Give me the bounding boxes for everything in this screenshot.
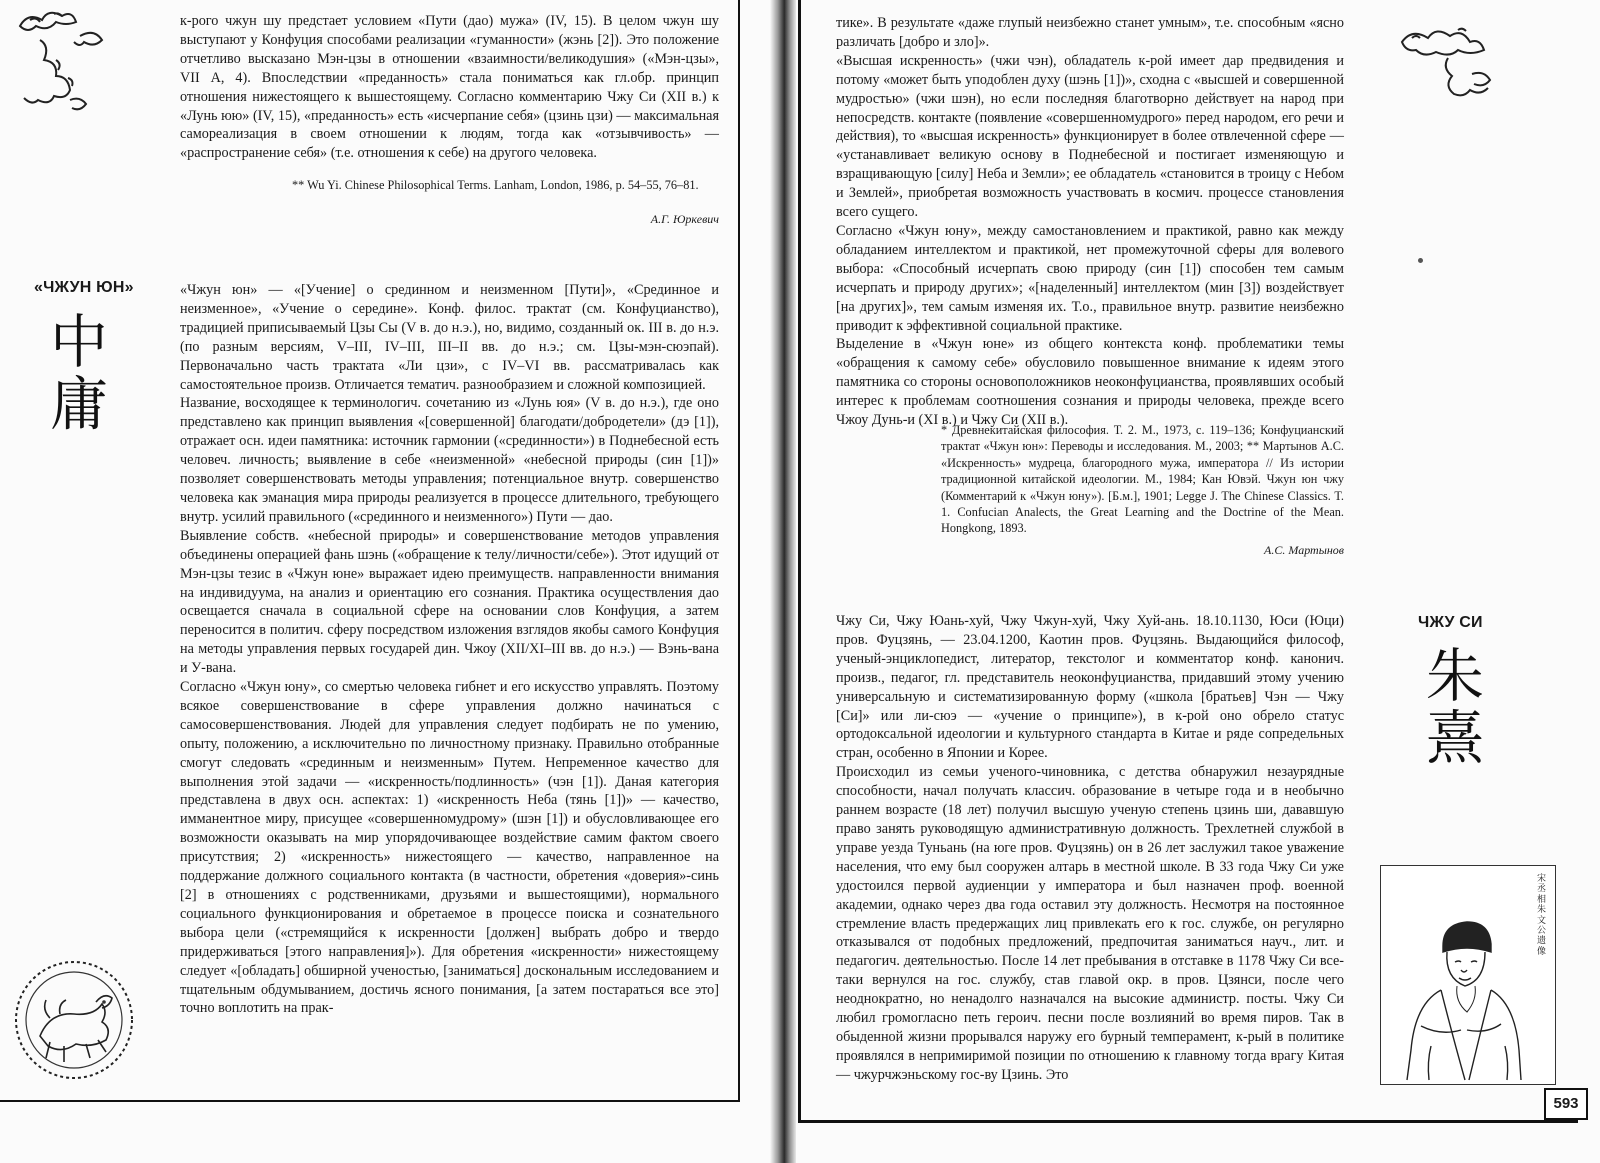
entry-headword: «ЧЖУН ЮН» [34,279,134,296]
entry-body-text [836,612,1344,1085]
left-page [0,0,770,1163]
left-margin-rule [798,0,801,1122]
headword-hanzi-1: 中 [50,308,109,376]
portrait-caption: 宋丞相朱文公遗像 [1537,874,1547,957]
author-signature: А.С. Мартынов [1264,543,1344,557]
cloud-ornament-icon [10,6,130,118]
text-paragraph: тике». В результате «даже глупый неизбежно станет умным», т.е. способным «ясно различать [добро и зло]». [836,15,1344,50]
text-paragraph: «Высшая искренность» (чжи чэн), обладатель к-рой имеет дар предвидения и потому «может быть уподоблен духу (шэнь [1])», сходна с «высшей и совершенной мудростью» (чжи шэн), но если последняя благотворно действует на народ при непосредств. контакте (появление «совершенномудрого» перед народом, его речи и действия), то «высшая искренность» функционирует в более отвлеченной сфере — «устанавливает великую основу в Поднебесной и постигает изменяющую и взращивающую [силу] Неба и Земли»; ее обладатель «становится в троицу с Небом и Землей», приобретая возможность участвовать в космич. процессе становления всего сущего. [836,52,1344,221]
margin-dot [1418,258,1423,263]
text-paragraph: Название, восходящее к терминологич. сочетанию из «Лунь юя» (V в. до н.э.), где оно представлено как принцип выявления «[совершенной] благодати/добродетели» (дэ [1]), отражает осн. идеи памятника: источник гармонии («срединности») в Поднебесной есть человеч. личность; выявление в себе «неизменной» «небесной природы (син [1])» позволяет совершенствовать методы управления; потенциальное внутр. совершенство человека как эманация мира природы реализуется в процессе длительного, требующего внутр. усилий правильного («срединного и неизменного») Пути — дао. [180,395,719,525]
text-paragraph: «Чжун юн» — «[Учение] о срединном и неизменном [Пути]», «Срединное и неизменное», «Учение о середине». Конф. филос. трактат (см. Конфуцианство), традицией приписываемый Цзы Сы (V в. до н.э.), но, видимо, созданный ок. III в. до н.э. (по разным версиям, V–III, IV–III, III–II вв. до н.э.; см. Цзы-мэн-сюэпай). Первоначально часть трактата «Ли цзи», с IV–VI вв. рассматривалась как самостоятельное произв. Отличается тематич. разнообразием и сложной композицией. [180,282,719,393]
text-paragraph: Чжу Си, Чжу Юань-хуй, Чжу Чжун-хуй, Чжу Хуй-ань. 18.10.1130, Юси (Юци) пров. Фуцзянь, — 23.04.1200, Каотин пров. Фуцзянь. Выдающийся философ, ученый-энциклопедист, литератор, текстолог и комментатор конф. канонич. произв., педагог, гл. представитель неоконфуцианства, придавший этому учению универсальную и систематизированную форму («школа [братьев] Чэн — Чжу [Си]» или ли-сюэ — «учение о принципе»), в к-рой оно обрело статус ортодоксальной идеологии и культурного стандарта в Китае и ряде сопредельных стран, особенно в Японии и Корее. [836,613,1344,762]
right-page [796,0,1600,1163]
portrait-frame [1380,865,1556,1085]
headword-hanzi-1: 朱 [1426,642,1485,710]
text-paragraph: к-рого чжун шу предстает условием «Пути (дао) мужа» (IV, 15). В целом чжун шу выступают у Конфуция способами реализации «гуманности» (жэнь [2]). Это положение отчетливо высказано Мэн-цзы в отношении «взаимности/великодушия» («Мэн-цзы», VII А, 4). Впоследствии «преданность» стала пониматься как гл.обр. принцип отношения нижестоящего к вышестоящему. Согласно комментарию Чжу Си (XII в.) к «Лунь юю» (IV, 15), «преданность» есть «исчерпание себя» (цзинь цзи) — максимальная самореализация в своем отношении к людям, тогда как «отзывчивость» — «распространение себя» (т.е. отношения к себе) на другого человека. [180,13,719,162]
page-number: 593 [1544,1088,1588,1120]
book-gutter [770,0,796,1163]
right-margin-rule [738,0,740,1102]
qilin-medallion-icon [10,958,138,1082]
text-paragraph: Выделение в «Чжун юне» из общего контекста конф. проблематики темы «обращения к самому себе» обусловило повышенное внимание к идеям этого памятника со стороны основоположников неоконфуцианства, проявлявших особый интерес к проблемам соотношения сознания и природы человека, прежде всего Чжоу Дунь-и (XI в.) и Чжу Си (XII в.). [836,336,1344,429]
text-paragraph: Выявление собств. «небесной природы» и совершенствование методов управления объединены операцией фань шэнь («обращение к телу/личности/себе»). Этот идущий от Мэн-цзы тезис в «Чжун юне» выражает идею преимуществ. направленности внимания на индивидуума, на анализ и ориентацию его сознания. Практика осуществления дао освещается сначала в социальной сфере на основании слов Конфуция, а затем переносится в политич. сферу посредством изложения взглядов якобы самого Конфуция на методы управления первых государей дин. Чжоу (XII/XI–III вв. до н.э.) — Вэнь-вана и У-вана. [180,527,719,677]
author-signature: А.Г. Юркевич [650,212,719,226]
footnote: ** Wu Yi. Chinese Philosophical Terms. Lanham, London, 1986, p. 54–55, 76–81. [292,178,699,192]
text-paragraph: Происходил из семьи ученого-чиновника, с детства обнаружил незаурядные способности, начал получать классич. образование в четыре года и в необычно раннем возрасте (18 лет) получил высшую ученую степень цзинь ши, дававшую право занять руководящую административную должность. Трехлетней службой в управе уезда Туньань (на юге пров. Фуцзянь) он в 26 лет заслужил такое уважение населения, что ему был сооружен алтарь в местной школе. В 33 года Чжу Си уже удостоился первой аудиенции у императора и был назначен проф. военной академии, однако через два года оставил эту должность. Несмотря на постоянное стремление власть предержащих лиц привлекать его к гос. службе, он регулярно отказывался от подобных предложений, предпочитая заниматься науч., лит. и педагогич. деятельностью. После 14 лет пребывания в отставке в 1178 Чжу Си все-таки вернулся на гос. службу, став главой окр. в пров. Цзянси, после чего неоднократно, но ненадолго назначался на высокие администр. посты. Чжу Си любил громогласно петь героич. песни после возлияний во время пиров. Так в обыденной жизни прорывался наружу его бурный темперамент, к-рый в политике проявлялся в непримиримой позиции по отношению к главному тогда врагу Китая — чжурчжэньскому гос-ву Цзинь. Это [836,764,1344,1083]
text-paragraph: Согласно «Чжун юну», со смертью человека гибнет и его искусство управлять. Поэтому всякое совершенствование в сфере управления должно начинаться с самосовершенствования. Людей для управления следует подбирать не по умению, опыту, положению, а исключительно по личностному признаку. Правильно отобранные смогут следовать «срединным и неизменным» Путем. Непременное качество для выполнения этой задачи — «искренность/подлинность» (чэн [1]). Даная категория представлена в двух осн. аспектах: 1) «искренность Неба (тянь [1])» — качество, имманентное миру, присущее «совершенномудрому» (шэн [1]) и обусловливающее его возможности оказывать на мир упорядочивающее воздействие самим фактом своего присутствия; 2) «искренность» нижестоящего — качество, направленное на поддержание должного социального контакта (в частности, обретения «доверия»-синь [2] в отношениях с родственниками, друзьями и вышестоящими), нормального социального функционирования и обретаемое в процессе поиска и сознательного выбора цели («стремящийся к искренности [должен] выбрать добро и твердо придерживаться [этого направления]»). Для обретения «искренности» нижестоящему следует «[обладать] обширной ученостью, [заниматься] доскональным исследованием и тщательным обдумыванием, достичь ясного понимания, [а затем постараться все это] точно воплотить на прак- [180,679,719,1017]
headword-hanzi-2: 庸 [50,370,109,438]
continued-article-text [836,14,1344,430]
cloud-ornament-icon [1388,18,1518,118]
bottom-rule [0,1100,740,1102]
bibliography-footnote: * Древнекитайская философия. Т. 2. М., 1973, с. 119–136; Конфуцианский трактат «Чжун юн»: Переводы и исследования. М., 2003; ** Мартынов А.С. «Искренность» мудреца, благородного мужа, императора // Из истории традиционной китайской идеологии. М., 1984; Кан Ювэй. Чжун юн чжу (Комментарий к «Чжун юну»). [Б.м.], 1901; Legge J. The Chinese Classics. T. 1. Confucian Analects, the Great Learning and the Doctrine of the Mean. Hongkong, 1893. [941,423,1344,536]
continued-article-text [180,12,719,163]
entry-body-text [180,281,719,1018]
text-paragraph: Согласно «Чжун юну», между самостановлением и практикой, равно как между обладанием интеллектом и практикой, нет промежуточной сферы для волевого выбора: «Способный исчерпать свою природу (син [1]) способен тем самым исчерпать и природу других»; «[наделенный] интеллектом (мин [3]) воздействует [на других]», тем самым изменяя их. Т.о., правильное внутр. развитие неизбежно приводит к эффективной социальной практике. [836,222,1344,334]
entry-headword: ЧЖУ СИ [1418,614,1483,631]
headword-hanzi-2: 熹 [1426,704,1485,772]
zhu-xi-portrait-icon [1401,906,1531,1082]
bottom-rule [798,1120,1578,1123]
